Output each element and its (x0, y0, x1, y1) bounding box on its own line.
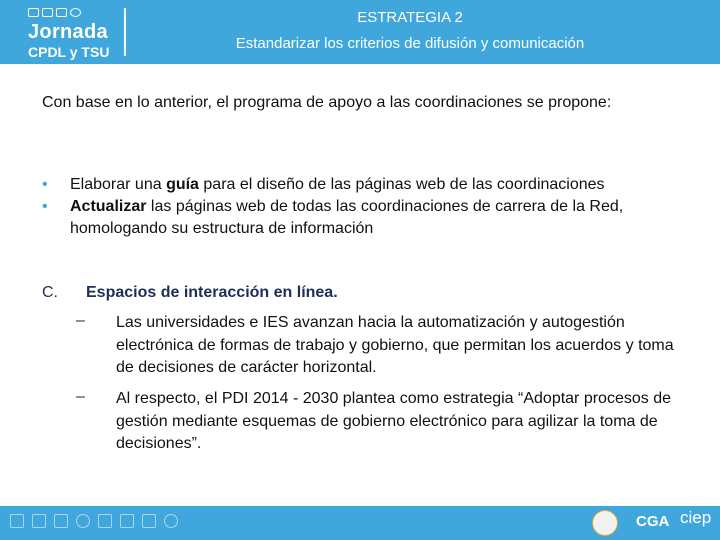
clock-icon (164, 514, 178, 528)
document-icon (32, 514, 46, 528)
header-bar (0, 0, 720, 64)
bullet-dot-icon: • (42, 176, 48, 193)
calendar-icon (54, 514, 68, 528)
section-item: Las universidades e IES avanzan hacia la automatización y autogestión electrónica de formas de trabajo y gobierno, que permitan los acuerdos y toma de decisiones de carácter horizontal. (116, 314, 674, 376)
bullet-item (42, 174, 682, 196)
dash-bullet-icon: – (76, 388, 85, 405)
clock-icon (76, 514, 90, 528)
bullet-text: Elaborar una (70, 176, 167, 193)
logo-icon-row (28, 8, 81, 17)
document-icon (120, 514, 134, 528)
calendar-icon (142, 514, 156, 528)
slide-subtitle: Estandarizar los criterios de difusión y comunicación (235, 35, 585, 52)
dash-bullet-icon: – (76, 312, 85, 329)
bullet-text: las páginas web de todas las coordinaciones de carrera de la Red, homologando su estructura de información (70, 198, 624, 237)
monitor-icon (10, 514, 24, 528)
jornada-logo (6, 4, 124, 60)
logo-subtitle: CPDL y TSU (28, 44, 110, 60)
slide-title: ESTRATEGIA 2 (357, 9, 463, 26)
section-item: Al respecto, el PDI 2014 - 2030 plantea como estrategia “Adoptar procesos de gestión mediante esquemas de gobierno electrónico para agilizar la toma de decisiones”. (116, 390, 671, 452)
footer-icon-row (10, 514, 178, 528)
monitor-icon (28, 8, 39, 17)
bullet-list (42, 174, 682, 240)
section-title: Espacios de interacción en línea. (86, 284, 338, 301)
bullet-text: para el diseño de las páginas web de las coordinaciones (198, 176, 605, 193)
clock-icon (70, 8, 81, 17)
bullet-bold-text: Actualizar (70, 198, 147, 215)
seal-icon (592, 510, 618, 536)
section-letter: C. (42, 284, 58, 301)
bullet-dot-icon: • (42, 198, 48, 215)
header-divider (124, 8, 126, 56)
bullet-item (42, 196, 682, 240)
intro-paragraph: Con base en lo anterior, el programa de apoyo a las coordinaciones se propone: (42, 94, 612, 111)
bullet-bold-text: guía (166, 176, 199, 193)
logo-title: Jornada (28, 21, 108, 43)
ciep-logo: ciep (680, 508, 712, 527)
calendar-icon (56, 8, 67, 17)
document-icon (42, 8, 53, 17)
monitor-icon (98, 514, 112, 528)
cga-logo: CGA (636, 513, 670, 530)
